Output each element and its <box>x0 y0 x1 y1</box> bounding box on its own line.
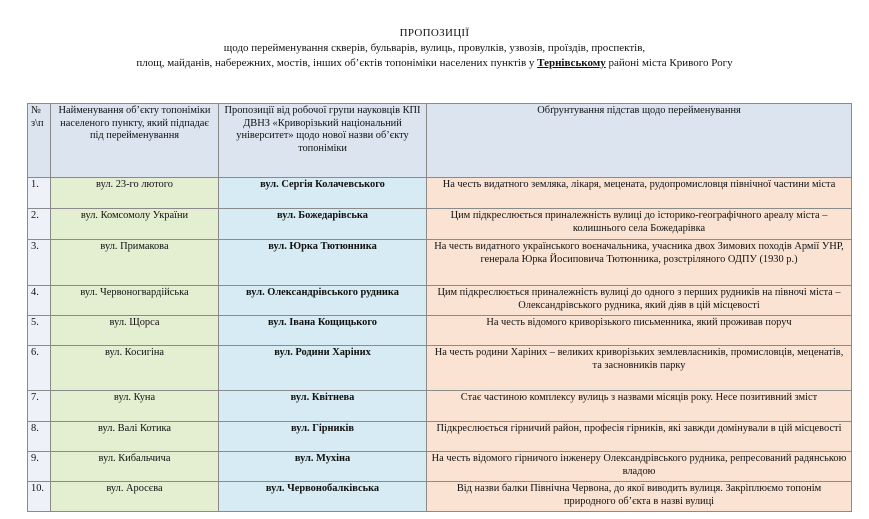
table-row <box>28 240 852 286</box>
subtitle-pre: площ, майданів, набережних, мостів, інших об’єктів топоніміки населених пунктів у <box>136 57 535 69</box>
row-reason: Стає частиною комплексу вулиць з назвами місяців року. Несе позитивний зміст <box>427 391 852 422</box>
row-reason: Цим підкреслюється приналежність вулиці до історико-географічного ареалу міста – колишнього села Божедарівка <box>427 209 852 240</box>
row-new-name: вул. Божедарівська <box>219 209 427 240</box>
row-reason: На честь родини Харіних – великих криворізьких землевласників, промисловців, меценатів, та засновників парку <box>427 346 852 391</box>
row-num: 1. <box>28 178 51 209</box>
table-row <box>28 482 852 512</box>
row-new-name: вул. Олександрівського рудника <box>219 286 427 316</box>
row-num: 2. <box>28 209 51 240</box>
row-old-name: вул. Червоногвардійська <box>51 286 219 316</box>
row-new-name: вул. Сергія Колачевського <box>219 178 427 209</box>
row-reason: На честь видатного українського воєначальника, учасника двох Зимових походів Армії УНР, генерала Юрка Йосиповича Тютюнника, розстріляного ОДПУ (1930 р.) <box>427 240 852 286</box>
document-title: ПРОПОЗИЦІЇ <box>399 27 470 39</box>
row-old-name: вул. Косигіна <box>51 346 219 391</box>
row-num: 10. <box>28 482 51 512</box>
row-old-name: вул. Валі Котика <box>51 422 219 452</box>
table-row <box>28 422 852 452</box>
header-reason: Обґрунтування підстав щодо перейменування <box>427 104 852 178</box>
document-heading <box>0 26 869 71</box>
table-row <box>28 178 852 209</box>
row-old-name: вул. 23-го лютого <box>51 178 219 209</box>
row-new-name: вул. Івана Кощицького <box>219 316 427 346</box>
document-subtitle-line2 <box>0 56 869 71</box>
table-row <box>28 346 852 391</box>
table-row <box>28 286 852 316</box>
row-new-name: вул. Юрка Тютюнника <box>219 240 427 286</box>
document-subtitle-line1: щодо перейменування скверів, бульварів, вулиць, провулків, узвозів, проїздів, проспектів, <box>223 42 646 54</box>
table-row <box>28 452 852 482</box>
row-old-name: вул. Примакова <box>51 240 219 286</box>
row-reason: Цим підкреслюється приналежність вулиці до одного з перших рудників на півночі міста – Олександрівського рудника, який діяв в цій місцевості <box>427 286 852 316</box>
subtitle-post: районі міста Кривого Рогу <box>608 57 733 69</box>
row-old-name: вул. Комсомолу України <box>51 209 219 240</box>
row-old-name: вул. Щорса <box>51 316 219 346</box>
row-old-name: вул. Аросєва <box>51 482 219 512</box>
row-reason: Підкреслюється гірничий район, професія гірників, які завжди домінували в цій місцевості <box>427 422 852 452</box>
header-old-name: Найменування об’єкту топоніміки населеного пункту, який підпадає під перейменування <box>51 104 219 178</box>
row-old-name: вул. Куна <box>51 391 219 422</box>
row-num: 7. <box>28 391 51 422</box>
header-new-name: Пропозиції від робочої групи науковців КПІ ДВНЗ «Криворізький національний університет» щодо нової назви об’єкту топоніміки <box>219 104 427 178</box>
row-num: 3. <box>28 240 51 286</box>
row-num: 9. <box>28 452 51 482</box>
row-reason: Від назви балки Північна Червона, до якої виводить вулиця. Закріплюємо топонім природного об’єкта в назві вулиці <box>427 482 852 512</box>
row-new-name: вул. Квітнева <box>219 391 427 422</box>
row-reason: На честь відомого гірничого інженеру Олександрівського рудника, репресований радянською владою <box>427 452 852 482</box>
table-row <box>28 209 852 240</box>
row-new-name: вул. Гірників <box>219 422 427 452</box>
row-num: 8. <box>28 422 51 452</box>
row-new-name: вул. Мухіна <box>219 452 427 482</box>
header-num: № з\п <box>28 104 51 178</box>
row-reason: На честь відомого криворізького письменника, який проживав поруч <box>427 316 852 346</box>
row-num: 5. <box>28 316 51 346</box>
table-row <box>28 391 852 422</box>
table-header-row <box>28 104 852 178</box>
row-reason: На честь видатного земляка, лікаря, мецената, рудопромисловця північної частини міста <box>427 178 852 209</box>
row-num: 4. <box>28 286 51 316</box>
row-num: 6. <box>28 346 51 391</box>
table-row <box>28 316 852 346</box>
renaming-table <box>27 103 852 512</box>
district-name: Тернівському <box>537 57 606 69</box>
row-new-name: вул. Родини Харіних <box>219 346 427 391</box>
row-old-name: вул. Кибальчича <box>51 452 219 482</box>
row-new-name: вул. Червонобалківська <box>219 482 427 512</box>
